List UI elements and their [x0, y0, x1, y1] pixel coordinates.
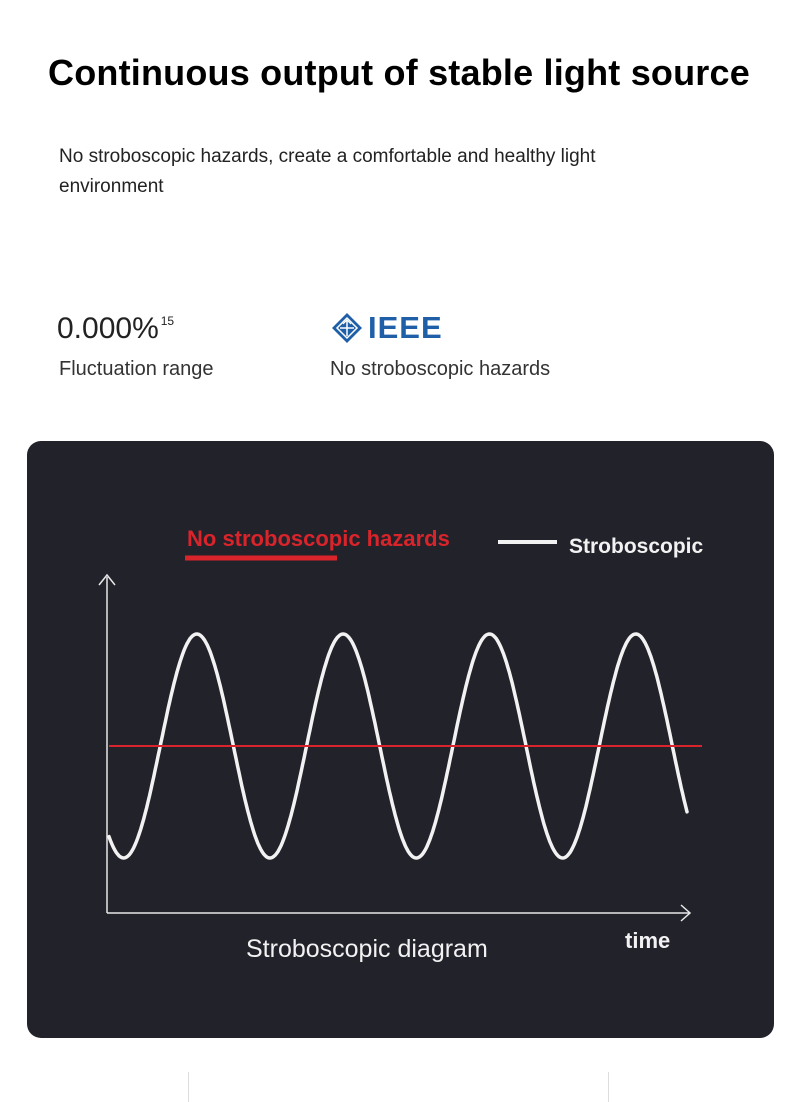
- page-subtitle: No stroboscopic hazards, create a comfortable and healthy light environment: [59, 146, 596, 197]
- fluctuation-number: 0.000%: [57, 312, 159, 345]
- ieee-diamond-icon: [330, 311, 364, 345]
- legend-strobe-label: Stroboscopic: [569, 535, 704, 558]
- stroboscopic-chart: [27, 441, 774, 1038]
- fluctuation-superscript: 15: [160, 314, 175, 328]
- fluctuation-label: Fluctuation range: [59, 358, 214, 380]
- x-axis-label: time: [625, 928, 671, 953]
- stroboscopic-chart-panel: [27, 441, 774, 1038]
- chart-title: Stroboscopic diagram: [246, 935, 488, 963]
- footer-divider-right: [608, 1072, 609, 1102]
- ieee-logo-text: IEEE: [368, 310, 443, 345]
- ieee-logo: [330, 310, 443, 346]
- fluctuation-value: [57, 312, 174, 346]
- footer-divider-left: [188, 1072, 189, 1102]
- page-title: Continuous output of stable light source: [48, 52, 750, 93]
- legend-stable-label: No stroboscopic hazards: [187, 526, 450, 551]
- ieee-label: No stroboscopic hazards: [330, 358, 551, 380]
